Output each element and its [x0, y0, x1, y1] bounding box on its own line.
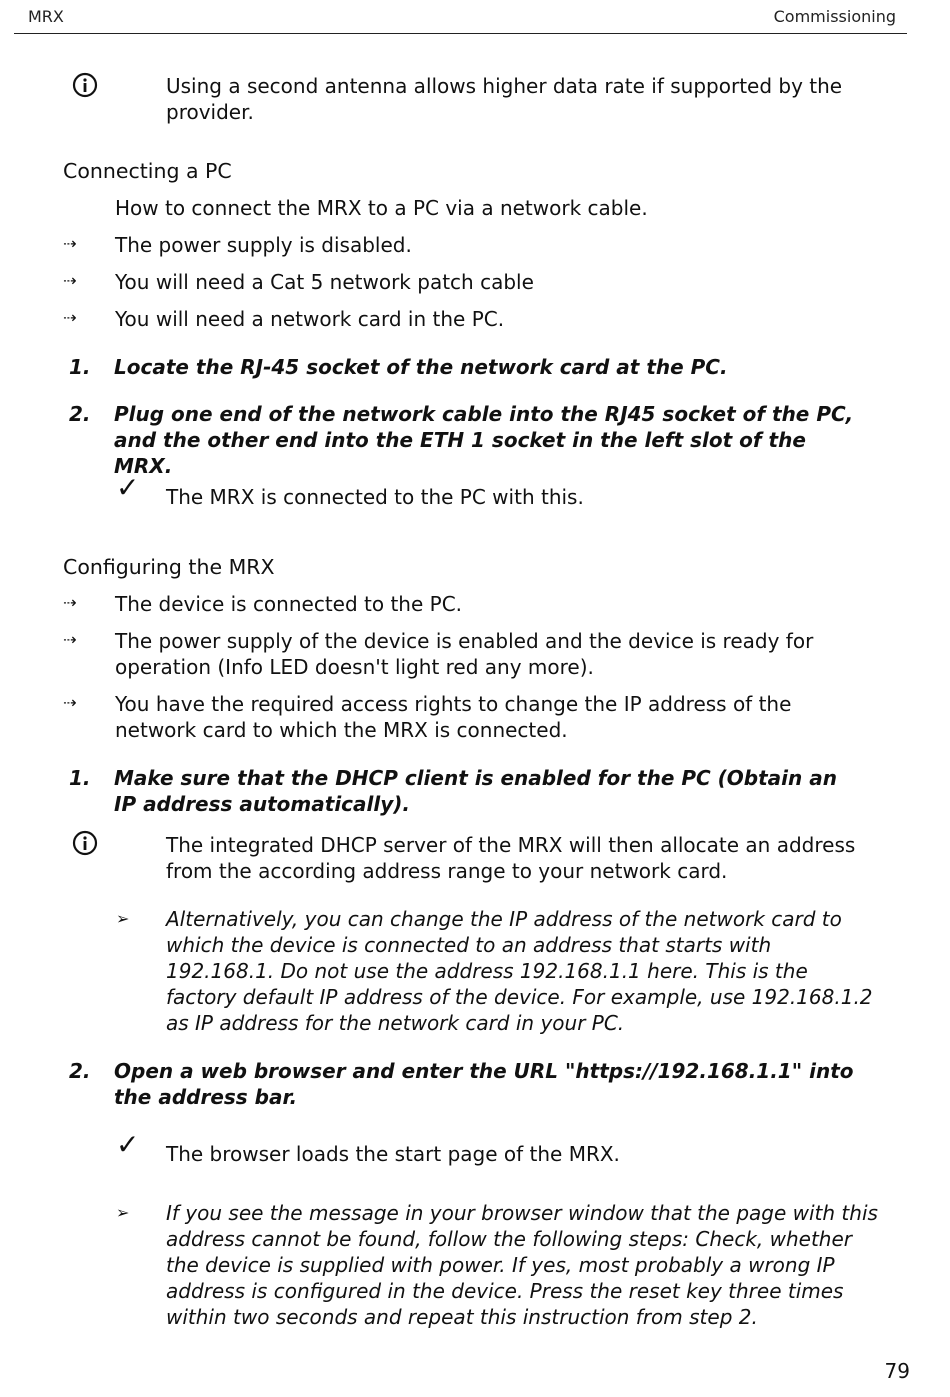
prereq-item: You have the required access rights to change the IP address of the network card to which the MRX is connected.: [115, 692, 792, 742]
step-text: Open a web browser and enter the URL "https://192.168.1.1" into the address bar.: [114, 1059, 854, 1109]
step-number: 2.: [69, 402, 91, 426]
prereq-item: The power supply is disabled.: [115, 233, 412, 257]
step-text: Make sure that the DHCP client is enabled for the PC (Obtain an IP address automatically).: [114, 766, 837, 816]
info-icon: [72, 830, 98, 860]
arrow-icon: ⇢: [63, 308, 77, 327]
page-number: 79: [884, 1359, 910, 1383]
step-number: 2.: [69, 1059, 91, 1083]
section-title-connecting-pc: Connecting a PC: [63, 159, 232, 183]
arrow-icon: ⇢: [63, 630, 77, 649]
check-icon: ✓: [116, 471, 140, 504]
step-number: 1.: [69, 766, 91, 790]
arrow-icon: ⇢: [63, 234, 77, 253]
step-result: The browser loads the start page of the MRX.: [166, 1142, 620, 1166]
step-text: Locate the RJ-45 socket of the network card at the PC.: [114, 355, 728, 379]
info-icon: [72, 72, 98, 102]
header-right: Commissioning: [773, 7, 896, 26]
prereq-item: The device is connected to the PC.: [115, 592, 463, 616]
section1-intro: How to connect the MRX to a PC via a network cable.: [115, 196, 648, 220]
triangle-arrow-icon: ➢: [116, 909, 130, 928]
arrow-icon: ⇢: [63, 271, 77, 290]
note-antenna: Using a second antenna allows higher data rate if supported by the provider.: [166, 74, 843, 124]
arrow-icon: ⇢: [63, 693, 77, 712]
troubleshooting-note: If you see the message in your browser window that the page with this address cannot be found, follow the following steps: Check, whether the device is supplied with power. If yes, most probably a wrong IP address is configured in the device. Press the reset key three times within two seconds and repeat this instruction from step 2.: [166, 1201, 878, 1329]
header-left: MRX: [28, 7, 64, 26]
prereq-item: The power supply of the device is enabled and the device is ready for operation (Info LED doesn't light red any more).: [115, 629, 814, 679]
triangle-arrow-icon: ➢: [116, 1203, 130, 1222]
step-text: Plug one end of the network cable into the RJ45 socket of the PC, and the other end into the ETH 1 socket in the left slot of the MRX.: [114, 402, 854, 478]
check-icon: ✓: [116, 1128, 140, 1161]
step-result: The MRX is connected to the PC with this.: [166, 485, 584, 509]
prereq-item: You will need a network card in the PC.: [115, 307, 505, 331]
arrow-icon: ⇢: [63, 593, 77, 612]
alternative-note: Alternatively, you can change the IP address of the network card to which the device is connected to an address that starts with 192.168.1. Do not use the address 192.168.1.1 here. This is the factory default IP address of the device. For example, use 192.168.1.2 as IP address for the network card in your PC.: [166, 907, 873, 1035]
section-title-configuring-mrx: Configuring the MRX: [63, 555, 275, 579]
step-number: 1.: [69, 355, 91, 379]
prereq-item: You will need a Cat 5 network patch cable: [115, 270, 534, 294]
header-rule: [14, 33, 907, 34]
dhcp-note: The integrated DHCP server of the MRX will then allocate an address from the according address range to your network card.: [166, 833, 856, 883]
